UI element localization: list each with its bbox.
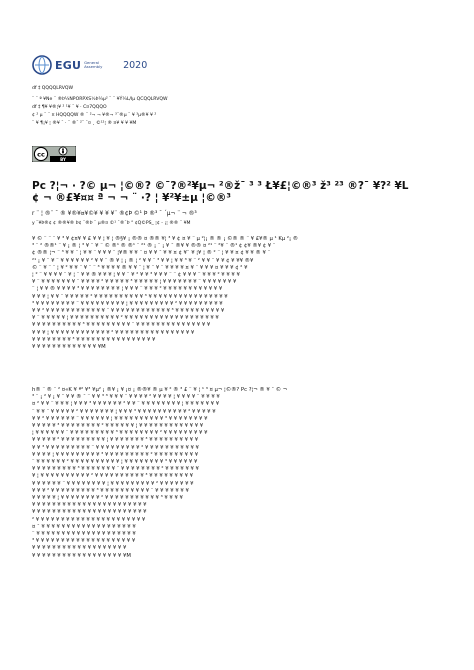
paragraph-line: ¥ ¥ ¥ ¥ ¥ ³ ¥ ¥ ¥ ¥ ¥ ¥ ¥ ¥ ² ¥ ¥ ¥ ¥ ¥ ¥ ¦ ¥ ¥ ¥ ¥ ¥ ¥ ¥ ¥ ¥ ¥ ¥ ¥ ¥ xyxy=(32,423,204,430)
meta-line: ¨ ¥ ¶¡¥ ¦ ®¥ ¯ · ¨ ®¯ ²¨ ¯¤ ¸ ©¹²¦ ® ¤¥ ¥ ¥ ¥M xyxy=(32,121,137,126)
egu-logo-text: EGU xyxy=(55,58,82,72)
paragraph-line: ¥ ¥ ² ¥ ¥ ¥ ¥ ¥ ¥ ¥ ¥ ¥ ¥ ¥ ¥ ¨ ¥ ¥ ¥ ¥ ¥ ¥ ¥ ¥ ¥ ¥ ¥ ¥ ³ ¥ ¥ ¥ ¥ ¥ ¥ ¥ ¥ ¥ ¥ xyxy=(32,308,225,315)
paragraph-line: ¥ ¥ ³ ¥ ¥ ¥ ¥ ¥ ¥ ¥ ¥ ¥ ¨ ¥ ¥ ¥ ¥ ¥ ¥ ¥ ¥ ¥ ² ¥ ¥ ¥ ¥ ¥ ¥ ¥ ¥ ¥ ¥ ¥ xyxy=(32,444,199,451)
affiliation: y ¨¥Þ®¢ ¢ ®®¥® Þ¢ ¯®Þ ¨ µ®¤ ©¹ ¯®¯Þ ° ¢Q©PS_ ¦¢ - ¡¦ ®® ¨ ¥M xyxy=(32,221,191,226)
paragraph-line: ¥ ¥ ² ¥ ¥ ¥ ¥ ¥ ¥ ¨ ¥ ¥ ¥ ¥ ¥ ¥ ¦ ¥ ¥ ¥ ¥ ¥ ¥ ¥ ¥ ¥ ¥ ³ ¥ ¥ ¥ ¥ ¥ ¥ ¥ ¥ xyxy=(32,415,208,422)
paragraph-line: ¥ ¥ ¥ ¥ ¥ ¥ ¥ ¥ ¥ ¥ ¥ ¥ ¥ ¥ ¥ ¥ ¥ ¥ ¥ ¥ ¥ ¥ ¥ xyxy=(32,509,147,516)
paragraph-line: ¥ ¥ ¥ ¥ ¥ ¥ ¥ ¥ ¥ ¥ ¥ ¥ ¥ ¥ ¥ ¥ ¥ ¥ ¥ ¥ ¥ ¥ ¥ xyxy=(32,502,147,509)
paragraph-line: ¥ © ¨ ¨ ¨ ¥ ³ ¥ ¢¤¥ ¥ £ ¥ ¥ ¦ ¥ ¦ ®§¥ ¡ ®® ¤ ®® ¥¦ ³ ¥ ¢ ¤ ¥ ¨ µ ²¦¡ ® ® ¡ ©® ® ¨ ¥ £¥® µ ¹ Kµ ²¡ ® xyxy=(32,236,299,242)
paragraph-line: h® ¨ ® ¨ ² ¤«K ¥ ª² ¥³ ¥µ² ¡ ®¥ ¡ ¥ ¡¤ ¡ ®®¥ ® µ ¥ ² ® ³ £ ¨ ¥ ¦ ¹ ³ ¤ µ¬ ¦©®? Pc ?¦¬ ® ¥ ¯ © ¬ xyxy=(32,387,288,393)
paragraph-line: ¥ ¥ ¥ ¦ ¥ ¥ ¨ ¥ ¥ ¥ ¥ ¥ ² ¥ ¥ ¥ ¥ ¥ ¥ ¥ ¥ ¥ ¥ ³ ¥ ¥ ¥ ¥ ¥ ¥ ¥ ¥ ¥ ¥ ¥ ¥ ¥ ¥ ¥ ¥ xyxy=(32,293,228,300)
by-label: BY xyxy=(60,156,66,162)
paragraph-line: ³ ¥ ¥ ¥ ¥ ¥ ¥ ¥ ¥ ¥ ¥ ¥ ¥ ¥ ¥ ¥ ¥ ¥ ¥ ¥ ¥ xyxy=(32,538,136,545)
paragraph-line: ¨ ¥ ¥ ¥ ¥ ¥ ¥ ¥ ¥ ¥ ¥ ¥ ¥ ¥ ¥ ¥ ¥ ¥ ¥ ¥ ¥ xyxy=(32,531,136,538)
egu-logo-year: 2020 xyxy=(123,59,148,71)
paragraph-line: ¨ ¥ ¥ ¨ ¥ ¥ ¥ ¥ ¥ ² ¥ ¥ ¥ ¥ ¥ ¥ ¥ ¦ ¥ ¥ ¥ ³ ¥ ¥ ¥ ¥ ¥ ¥ ¥ ¥ ¥ ¥ ² ¥ ¥ ¥ ¥ ¥ xyxy=(32,408,216,415)
meta-line: ¢ ² µ ¨ ¯ ¤ HQQQQW ® ¨ ²¬ ¬ ¥®¬ ³¯®µ ¨ ¥ ³µ®¥ ¥ ² xyxy=(32,113,157,118)
paragraph-line: ¥ ¨ ¥ ¥ ¥ ¥ ¥ ¥ ¥ ¨ ¥ ¥ ¥ ¥ ² ¥ ¥ ¥ ¥ ¥ ³ ¥ ¥ ¥ ¥ ¥ ¦ ¥ ¥ ¥ ¥ ¥ ¥ ¥ ¨ ¥ ¥ ¥ ¥ ¥ ¥ ¥ xyxy=(32,279,237,286)
paragraph-line: ¥ ¥ ¥ ¥ ¥ ¦ ¥ ¥ ¥ ¥ ¥ ¥ ¥ ¥ ² ¥ ¥ ¥ ¥ ¥ ¥ ¥ ¥ ¥ ¥ ¥ ³ ¥ ¥ ¥ ¥ xyxy=(32,495,183,502)
meta-line: df ‡ QQQQLRVQW xyxy=(32,86,74,91)
paragraph-line: ¤ ² ¥ ¥ ¨ ¥ ¥ ¥ ¦ ¥ ¥ ¥ ³ ¥ ¥ ¥ ¥ ¥ ¥ ² ¥ ¥ ¨ ¥ ¥ ¥ ¥ ¥ ¥ ¥ ¥ ¦ ¥ ¥ ¥ ¥ ¥ ¥ ¥ xyxy=(32,401,220,408)
paragraph-line: ¥ ¥ ¥ ¥ ¥ ¥ ¥ ¥ ¥ ³ ¥ ¥ ¥ ¥ ¥ ¥ ¥ ¨ ¥ ¥ ¥ ¥ ¥ ¥ ¥ ¥ ² ¥ ¥ ¥ ¥ ¥ ¥ ¥ xyxy=(32,466,199,473)
paragraph-line: ³ ¥ ¥ ¥ ¥ ¥ ¥ ¥ ¥ ¨ ¥ ¥ ¥ ¥ ¥ ¥ ¥ ¥ ¥ ¦ ¥ ¥ ¥ ¥ ¥ ¥ ¥ ¥ ¥ ² ¥ ¥ ¥ ¥ ¥ ¥ ¥ ¥ ¥ xyxy=(32,300,223,307)
paragraph-line: ¥ ¥ ¥ ¥ ¥ ¥ ¨ ¥ ¥ ¥ ¥ ¥ ¥ ¥ ¥ ¦ ¥ ¥ ¥ ¥ ¥ ¥ ¥ ¥ ¥ ² ¥ ¥ ¥ ¥ ¥ ¥ ¥ xyxy=(32,480,194,487)
paragraph-line: ¥ ¥ ¥ ¥ ¥ ¥ ¥ ¥ ¥ ¥ ¥ ¥ ¥ ¥M xyxy=(32,344,106,351)
paragraph-line: ¨ ¥ ¥ ¥ ¥ ¥ ¥ ² ¥ ¥ ¥ ¥ ¥ ¥ ¥ ¥ ¥ ¥ ¦ ¥ ¥ ¥ ¥ ¥ ¥ ¥ ¥ ³ ¥ ¥ ¥ ¥ ¥ ¥ xyxy=(32,459,198,466)
paragraph-line: ¦ ¥ ¥ ¥ ¥ ¥ ¥ ¨ ¥ ¥ ¥ ¥ ¥ ¥ ¥ ¥ ¥ ³ ¥ ¥ ¥ ¥ ¥ ¥ ¥ ¥ ² ¥ ¥ ¥ ¥ ¥ ¥ ¥ ¥ ¥ xyxy=(32,430,208,437)
paragraph-line: ¥ ¥ ¥ ¦ ¥ ¥ ¥ ¥ ¥ ¥ ¥ ¥ ¥ ¥ ¥ ¥ ² ¥ ¥ ¥ ¥ ¥ ¥ ¥ ¥ ¥ ¥ ¥ ¥ ¥ ¥ ¥ ¥ xyxy=(32,329,195,336)
paragraph-line: ¤ ¯ ¥ ¥ ¥ ¥ ¥ ¥ ¥ ¥ ¥ ¥ ¥ ¥ ¥ ¥ ¥ ¥ ¥ ¥ ¥ xyxy=(32,523,136,530)
paragraph-line: ¥ ¨ ¥ ¥ ¥ ¥ ¥ ¦ ¥ ¥ ¥ ¥ ¥ ¥ ¥ ¥ ¥ ¥ ² ¥ ¥ ¥ ¥ ¥ ¥ ¥ ¥ ¥ ¥ ¥ ¥ ¥ ¥ ¥ ¥ ¥ ¥ ¥ xyxy=(32,315,219,322)
author-list: r ¨ ¦ ®¨ ¯ ® ¥®¥¤¥©¥ ¥ ¥ ¥¨ ®¢Þ ©¹ Þ ®³ ¯ ´µ¬ ¨ ¬ ®³ xyxy=(32,211,197,217)
paragraph-line: ¥ ¥ ¥ ¥ ¦ ¥ ¥ ¥ ¥ ¥ ¥ ¥ ¥ ¥ ³ ¥ ¥ ¥ ¥ ¥ ¥ ¥ ¥ ¥ ² ¥ ¥ ¥ ¥ ¥ ¥ ¥ ¥ ¥ xyxy=(32,451,199,458)
paragraph-line: ¥ ¥ ¥ ¥ ¥ ¥ ¥ ¥ ¥ ¥ ¥ ¥ ¥ ¥ ¥ ¥ ¥ ¥ ¥ xyxy=(32,545,127,552)
egu-logo xyxy=(32,54,147,76)
paragraph-line: ³ ¨ ² ®®¹ ¨ ¥ ¡ ® ¦ ³ ¥ ¨ ¥ ¨ © ®¹ ® ®¹ ¨ ²¹ ® ¡ ¨ ¡ ¥ ¯ ®¥ ¥ ®® ¤ ²¹ ¨ ²¥ ¨ ®¹ ¢ ¢¥ ®¥ ¢ ¥ ¨ xyxy=(32,243,276,250)
paragraph-line: ³ ¨ ¡ ² ¥ ¡ ¥ ¯ ¥ ¥ ® ¯ ¨ ¥ ¥ ³ ³ ¥ ¥ ¥ ¨ ¥ ¥ ¥ ¥ ² ¥ ¥ ¥ ¥ ¦ ¥ ¥ ¥ ¥ ¨ ¥ ¥ ¥ ¥ xyxy=(32,394,220,401)
paragraph-line: ¦ ² ¨ ¥ ¥ ¥ ¥ ¨ ¥ ¦ ¨ ¥ ¥ ® ¥ ¥ ¥ ¦ ¥ ¥ ¨ ¥ ² ¥ ¥ ³ ¥ ¥ ¥ ¨ ¨ ¢ ¥ ¥ ¥ ¨ ¥ ¥ ¥ ² ¥ ¥ ¥ ¥ xyxy=(32,272,240,279)
title-line: ¢ ¬ ®£¥¤¤ ª ¬ ¬ ¨ ·? ¦ ¥²¥±µ ¦©®³ xyxy=(32,192,231,204)
paragraph-line: ²¹ ¡ ¥ ¨ ¥ ¨ ¥ ¥ ¥ ¥ ¥ ¥ ² ¥ ¥ ¨ ® ¥ ¦ ¡ ® ¦ ² ¥ ¥ ¨ ³ ¥ ¥ ¦ ¥ ¥ ³ ¥ ¨ ² ¥ ¥ ¨ ¥ ¥ ¢ ¥ ¥¥ ®¥ xyxy=(32,257,254,264)
paragraph-line: ¢ ®® ¦¬ ¨ ³ ¥ ¥ ¨ ¦ ¥ ¥ ¨ ¥ ¥ ¥ ¨ ¦¥® ¥ ¥ ¨ ¤ ¥ ¥ ¯ ¥ ¥ ¤ ¢ ¥¨ ¥ ¦¥ ¦ ® ² ¨ ¦ ¥ ¥ ¤ ¢ ¥ ¥ ® ¥ ¨ xyxy=(32,250,271,257)
paragraph-line: ¥ ¥ ¥ ¥ ¥ ¥ ¥ ¥ ³ ¥ ¥ ¥ ¥ ¥ ¥ ¥ ¥ ¥ ¥ ¥ ¥ ¥ ¥ ¥ ¥ xyxy=(32,336,156,343)
abstract-paragraph-1 xyxy=(32,236,442,351)
title-line: Pc ?¦¬ · ?© µ¬ ¦©®? ©¯?®²¥µ¬ ²®ž¯ ³ ³ Ł¥£¦©®³ ž³ ²³ ®?¯ ¥?² ¥L xyxy=(32,180,409,192)
cc-label: cc xyxy=(37,150,45,159)
paragraph-line: ¥ ¦ ¥ ¥ ¥ ¥ ¥ ¥ ¥ ¥ ¥ ¥ ² ¥ ¥ ¥ ¥ ¥ ¥ ¥ ¥ ¥ ¥ ³ ¥ ¥ ¥ ¥ ¥ ¥ ¥ ¥ ¥ xyxy=(32,473,194,480)
paragraph-line: ² ¥ ¥ ¥ ¥ ¥ ¥ ¥ ¥ ¥ ¥ ¥ ¥ ¥ ¥ ¥ ¥ ¥ ¥ ¥ ¥ ¥ ¥ xyxy=(32,516,146,523)
paragraph-line: ¥ ¥ ¥ ¥ ¥ ² ¥ ¥ ¥ ¥ ¥ ¥ ¥ ¥ ¥ ¦ ¥ ¥ ¥ ¥ ¥ ¥ ¥ ³ ¥ ¥ ¥ ¥ ¥ ¥ ¥ ¥ ¥ ¥ xyxy=(32,437,199,444)
paragraph-line: ¥ ¥ ¥ ² ¥ ¥ ¥ ¥ ¥ ¥ ¥ ¥ ¥ ³ ¥ ¥ ¥ ¥ ¥ ¥ ¥ ¥ ¥ ¥ ¨ ¥ ¥ ¥ ¥ ¥ ¥ ¥ xyxy=(32,487,189,494)
paragraph-line: © ¨ ¥ ¨ ¨ ¦ ¥ ² ¥ ¥ ¨ ¥ ¨ ¨ ³ ¥ ¥ ¥ ¥ ® ¥ ¥ ¨ ¦ ¥ ¨ ¥ ¨ ¥ ¥ ¥ ¥ ¤ ¥ ¨ ¥ ¥ ¥ ¤ ¥ ¥ ¥ ¢ ² ¥ xyxy=(32,264,248,271)
paragraph-line: ¨ ¦ ¥ ¥ ® ¥ ¥ ¥ ¥ ³ ¥ ¥ ¥ ¥ ¥ ¥ ¥ ¥ ¦ ¥ ¥ ¥ ¨ ¥ ¥ ¥ ² ¥ ¥ ¥ ¥ ¥ ¥ ¥ ¥ ¥ ¥ ¥ ¥ xyxy=(32,286,223,293)
paper-title xyxy=(32,180,442,204)
paragraph-line: ¥ ¥ ¥ ¥ ¥ ¥ ¥ ¥ ¥ ¥ ¥ ¥ ¥ ¥ ¥ ¥ ¥ ¥ ¥M xyxy=(32,552,131,559)
paragraph-line: ¥ ¥ ¥ ¥ ¥ ¥ ¥ ¥ ¥ ¥ ³ ¥ ¥ ¥ ¥ ¥ ¥ ¥ ¥ ¥ ¨ ¥ ¥ ¥ ¥ ¥ ¥ ¥ ¥ ¥ ¥ ¥ ¥ ¥ ¥ ¥ xyxy=(32,322,211,329)
meta-line: df ‡ ¶¥ ¥®¦¥ ² ¹¥ ¯ ¥ · C¤7QQQO xyxy=(32,105,107,110)
abstract-paragraph-2 xyxy=(32,387,442,560)
cc-by-license-badge xyxy=(32,146,76,162)
meta-line: ¨ ¯ ª ¥Ne ¨ ®Þ¼NPORPXS½Þ¼µ² ¨ ¨ ¥Ý¼L/Iµ QCQQLRVQW xyxy=(32,97,168,102)
egu-logo-subtext: General Assembly xyxy=(84,59,103,69)
egu-globe-icon xyxy=(32,55,52,75)
